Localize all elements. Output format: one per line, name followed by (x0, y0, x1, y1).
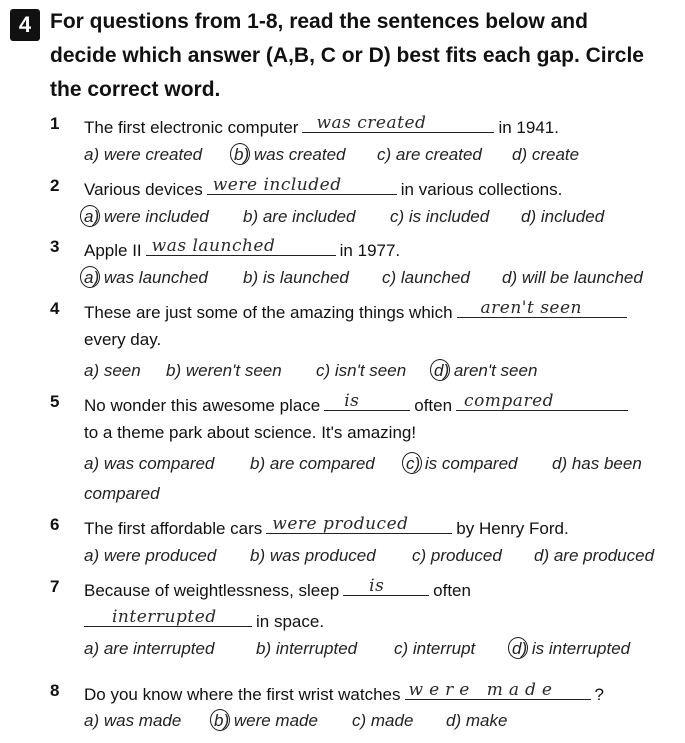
answer-blank[interactable] (207, 176, 397, 195)
question-text-before: Various devices (84, 180, 203, 199)
option-d[interactable]: d) will be launched (502, 268, 643, 287)
option-b[interactable]: b) was created (234, 145, 346, 165)
answer-blank-2[interactable] (84, 608, 252, 627)
question-text-before: Apple II (84, 241, 142, 260)
answer-blank-2[interactable] (456, 392, 628, 411)
answer-circle (402, 452, 422, 474)
instruction-line-2: decide which answer (A,B, C or D) best fits each gap. Circle (50, 44, 644, 67)
question-number: 5 (50, 392, 60, 411)
answer-blank[interactable] (457, 299, 627, 318)
option-c[interactable]: c) produced (412, 546, 502, 565)
option-b[interactable]: b) was produced (250, 546, 376, 565)
question-number: 1 (50, 114, 60, 133)
answer-circle (230, 143, 250, 165)
handwritten-answer-2: compared (464, 391, 555, 411)
question-sentence-continued: to a theme park about science. It's amazing! (84, 423, 417, 442)
option-a[interactable]: a) was compared (84, 454, 215, 473)
question-text-after: by Henry Ford. (456, 519, 569, 538)
question-number: 6 (50, 515, 60, 534)
option-b[interactable]: b) weren't seen (166, 361, 282, 380)
question-number: 2 (50, 176, 60, 195)
answer-blank[interactable] (324, 392, 410, 411)
question-text-before: Because of weightlessness, sleep (84, 581, 340, 600)
question-sentence (84, 299, 631, 323)
option-a[interactable]: a) were produced (84, 546, 217, 565)
handwritten-answer: is (369, 576, 385, 596)
exercise-number: 4 (10, 9, 40, 41)
option-d[interactable]: d) make (446, 711, 508, 730)
question-sentence (84, 392, 632, 416)
question-text-before: No wonder this awesome place (84, 396, 321, 415)
question-number: 8 (50, 681, 60, 700)
option-a[interactable]: a) seen (84, 361, 141, 380)
option-c[interactable]: c) made (352, 711, 414, 730)
handwritten-answer: were produced (272, 514, 409, 534)
handwritten-answer-2: interrupted (112, 607, 217, 627)
handwritten-answer: aren't seen (480, 298, 583, 318)
answer-circle (430, 359, 450, 381)
question-sentence-continued: every day. (84, 330, 162, 349)
option-a[interactable]: a) were created (84, 145, 203, 164)
option-d-continued: compared (84, 484, 160, 503)
question-text-after-2: in space. (256, 612, 325, 631)
question-text-before: These are just some of the amazing things which (84, 303, 453, 322)
answer-circle (80, 266, 100, 288)
question-number: 7 (50, 577, 60, 596)
handwritten-answer: were made (408, 680, 558, 700)
option-b[interactable]: b) are compared (250, 454, 375, 473)
question-text-after: in 1941. (498, 118, 559, 137)
option-a[interactable]: a) was launched (84, 268, 208, 288)
answer-circle (508, 637, 528, 659)
handwritten-answer: was launched (151, 236, 276, 256)
option-b[interactable]: b) interrupted (256, 639, 358, 658)
question-text-after: often (433, 581, 471, 600)
answer-blank[interactable] (266, 515, 452, 534)
question-sentence-continued (84, 608, 324, 632)
option-c[interactable]: c) is compared (406, 454, 517, 474)
answer-circle (210, 709, 230, 731)
option-c[interactable]: c) is included (390, 207, 490, 226)
option-b[interactable]: b) were made (214, 711, 318, 731)
question-text-before: Do you know where the first wrist watches (84, 685, 401, 704)
instruction-line-1: For questions from 1-8, read the sentences below and (50, 10, 588, 33)
question-sentence (84, 114, 559, 138)
question-sentence (84, 577, 471, 601)
question-sentence (84, 176, 562, 200)
question-text-before: The first electronic computer (84, 118, 299, 137)
question-sentence (84, 515, 569, 539)
question-sentence (84, 681, 604, 705)
handwritten-answer: was created (316, 113, 427, 133)
option-c[interactable]: c) isn't seen (316, 361, 407, 380)
question-text-middle: often (414, 396, 453, 415)
question-number: 3 (50, 237, 60, 256)
question-text-after: in various collections. (400, 180, 563, 199)
option-d[interactable]: d) has been (552, 454, 642, 473)
question-text-before: The first affordable cars (84, 519, 263, 538)
option-b[interactable]: b) are included (243, 207, 356, 226)
option-d[interactable]: d) aren't seen (434, 361, 537, 381)
question-text-after: ? (594, 685, 604, 704)
question-sentence (84, 237, 400, 261)
option-d[interactable]: d) are produced (534, 546, 655, 565)
instruction-line-3: the correct word. (50, 78, 221, 101)
option-a[interactable]: a) was made (84, 711, 182, 730)
option-c[interactable]: c) are created (377, 145, 482, 164)
option-c[interactable]: c) launched (382, 268, 470, 287)
answer-blank[interactable] (146, 237, 336, 256)
answer-blank[interactable] (405, 681, 591, 700)
option-c[interactable]: c) interrupt (394, 639, 476, 658)
option-a[interactable]: a) were included (84, 207, 209, 227)
handwritten-answer: is (344, 391, 360, 411)
answer-blank[interactable] (343, 577, 429, 596)
option-d[interactable]: d) included (521, 207, 605, 226)
option-a[interactable]: a) are interrupted (84, 639, 215, 658)
question-number: 4 (50, 299, 60, 318)
option-b[interactable]: b) is launched (243, 268, 349, 287)
answer-blank[interactable] (302, 114, 494, 133)
option-d[interactable]: d) create (512, 145, 580, 164)
question-text-after: in 1977. (339, 241, 401, 260)
option-d[interactable]: d) is interrupted (512, 639, 630, 659)
answer-circle (80, 205, 100, 227)
handwritten-answer: were included (212, 175, 342, 195)
